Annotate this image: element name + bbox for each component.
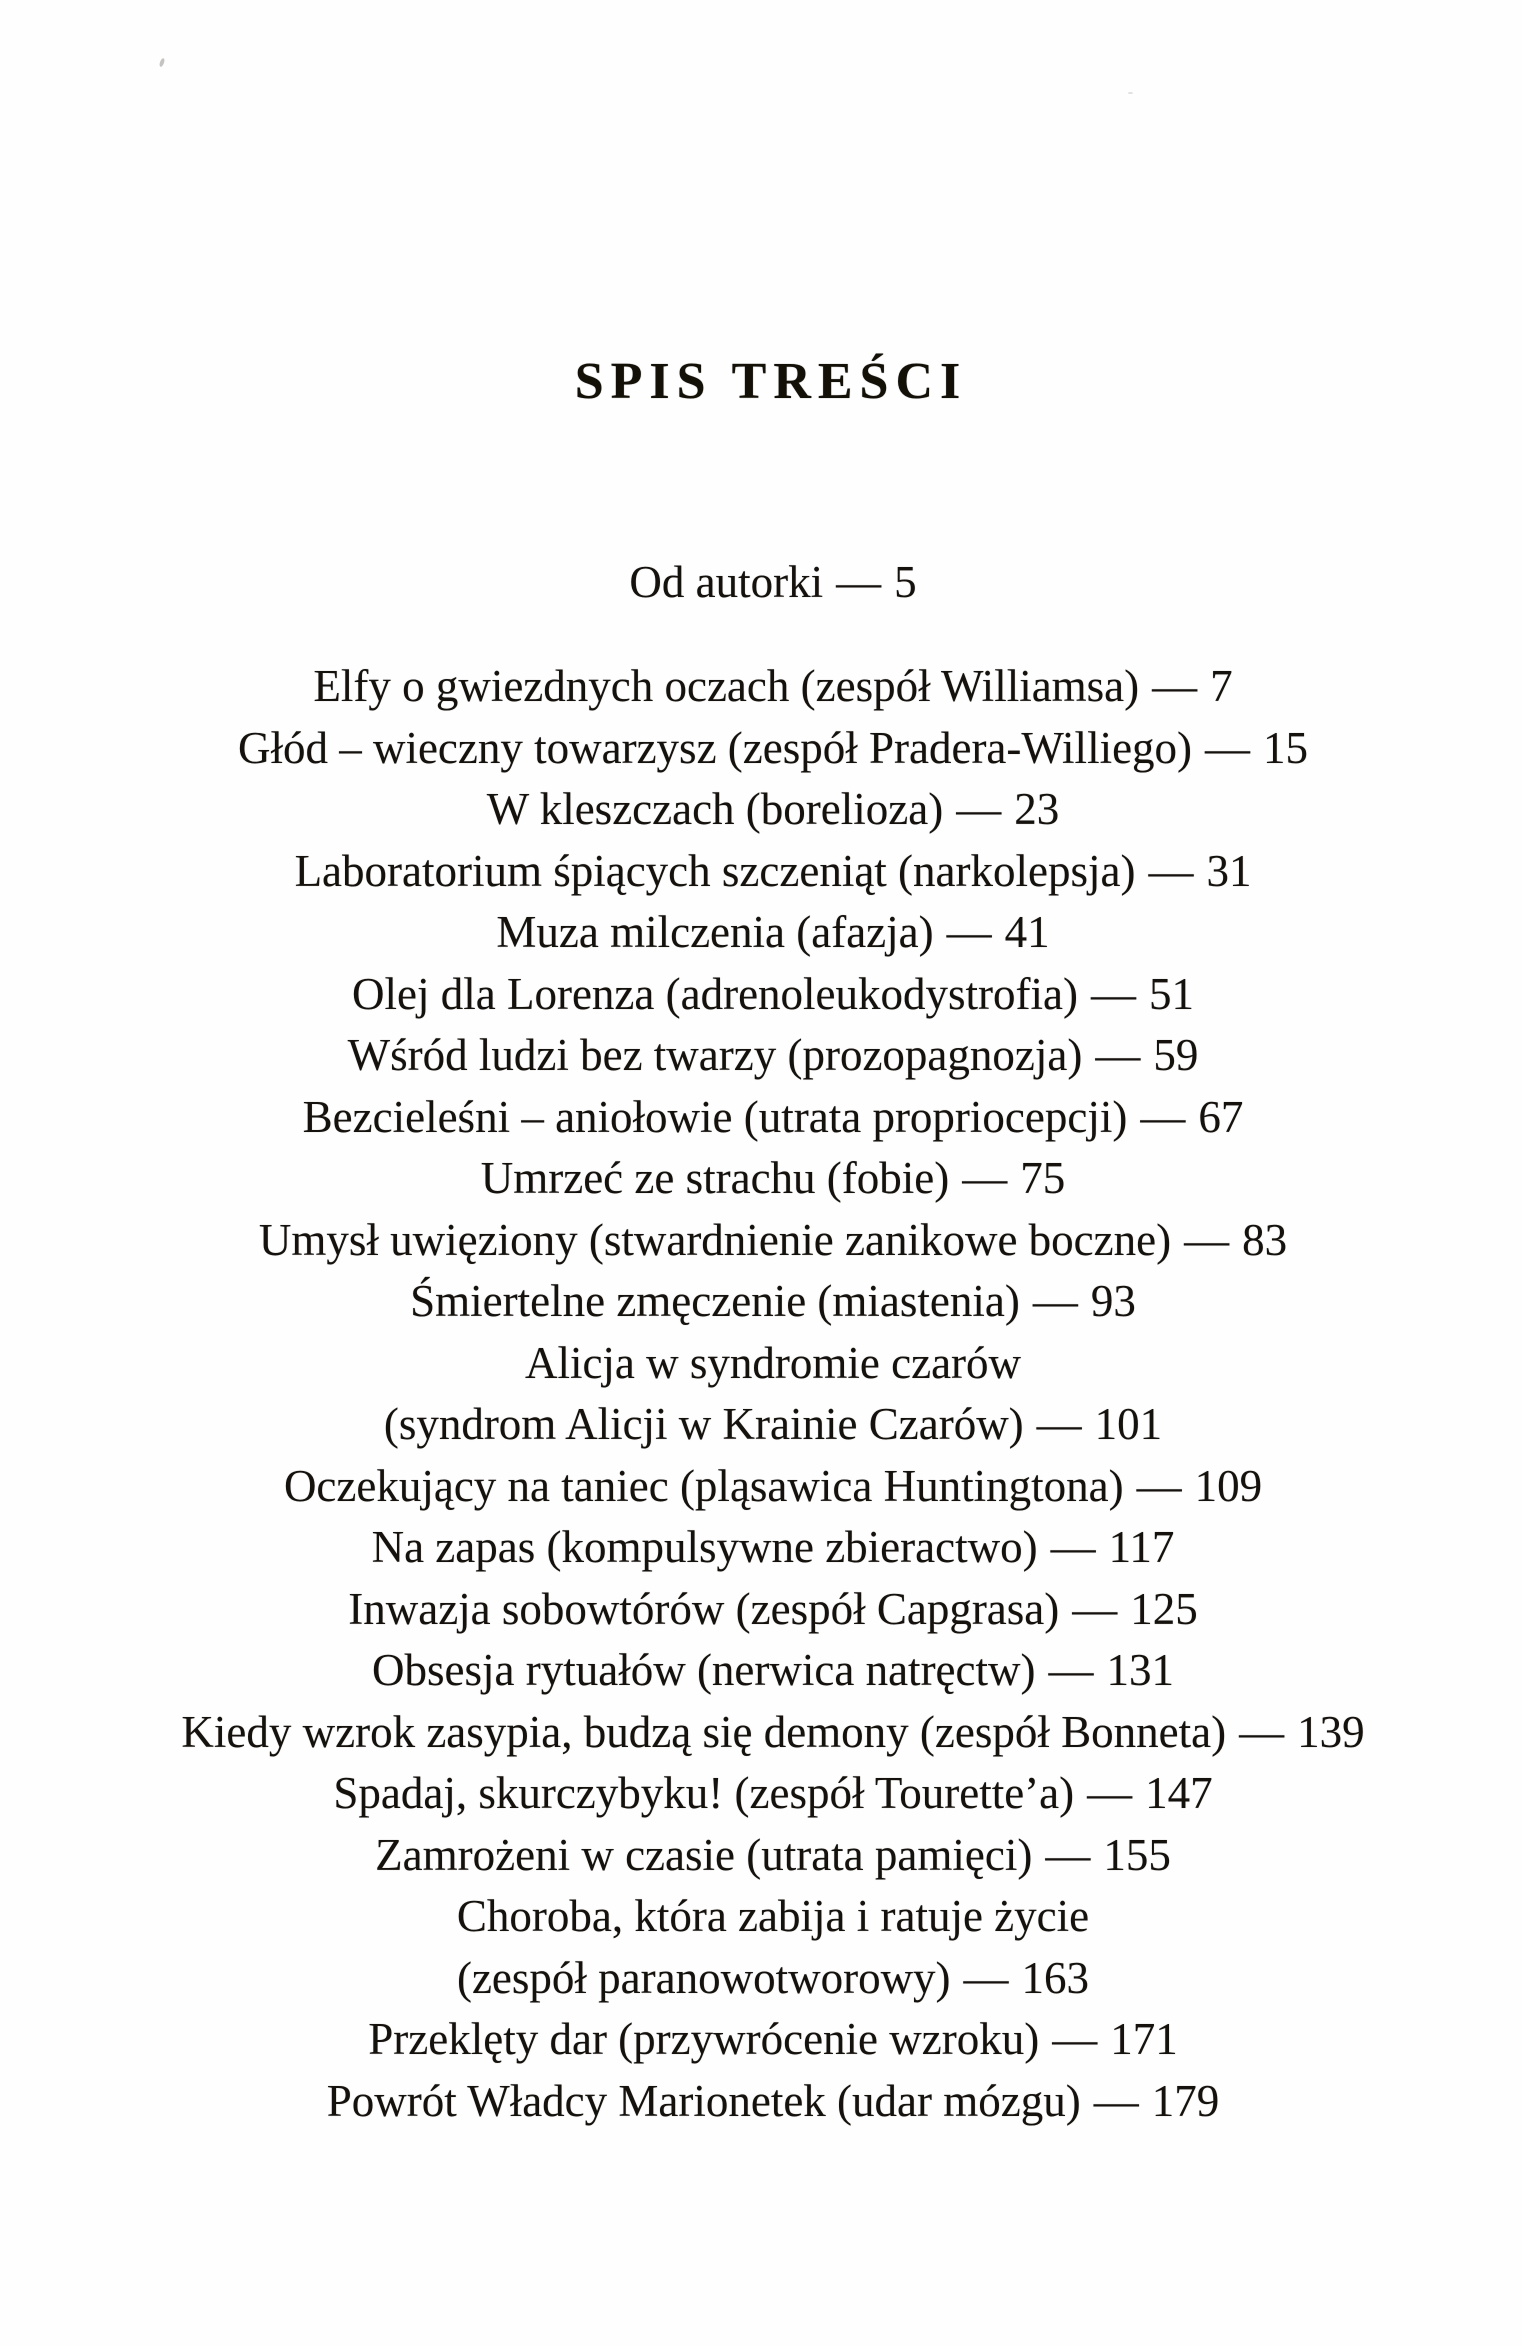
toc-entry-title: Na zapas (kompulsywne zbieractwo) (371, 1522, 1038, 1572)
toc-entry-title: Alicja w syndromie czarów (524, 1337, 1022, 1388)
toc-entry (12, 1025, 1522, 1087)
toc-entry-title: Obsesja rytuałów (nerwica natręctw) (372, 1645, 1036, 1695)
separator-dash: — (1072, 1583, 1118, 1634)
toc-entry-page-number: 67 (1198, 1091, 1244, 1142)
toc-entry (12, 1517, 1522, 1579)
toc-entry-page-number: 93 (1090, 1276, 1136, 1326)
separator-dash: — (1090, 968, 1136, 1019)
toc-entry-title: Elfy o gwiezdnych oczach (zespół Williamsa) (313, 661, 1140, 711)
separator-dash: — (946, 907, 992, 957)
preface-label: Od autorki (629, 557, 824, 607)
toc-entry-title: Laboratorium śpiących szczeniąt (narkolepsja) (294, 845, 1136, 896)
toc-entry-page-number: 131 (1106, 1645, 1174, 1695)
toc-entry-title: Wśród ludzi bez twarzy (prozopagnozja) (347, 1030, 1083, 1080)
separator-dash: — (1095, 1030, 1141, 1080)
toc-entry (12, 841, 1522, 903)
toc-entry-page-number: 51 (1148, 968, 1194, 1019)
separator-dash: — (1045, 1829, 1091, 1880)
separator-dash: — (1036, 1399, 1082, 1449)
toc-entry-page-number: 59 (1153, 1030, 1199, 1080)
toc-entry-title: Inwazja sobowtórów (zespół Capgrasa) (348, 1583, 1060, 1634)
separator-dash: — (1048, 1645, 1094, 1695)
separator-dash: — (1093, 2075, 1139, 2126)
toc-entry (12, 2071, 1522, 2133)
toc-entry-title: Oczekujący na taniec (pląsawica Huntingtona) (283, 1460, 1124, 1511)
toc-entry-page-number: 41 (1004, 907, 1050, 957)
toc-entry (12, 1825, 1522, 1887)
toc-entry (12, 718, 1522, 780)
toc-entry (12, 779, 1522, 841)
toc-entry (12, 1948, 1522, 2010)
separator-dash: — (1205, 722, 1251, 773)
separator-dash: — (963, 1952, 1009, 2003)
toc-entry (12, 1763, 1522, 1825)
separator-dash: — (836, 557, 882, 607)
toc-entry-page-number: 23 (1014, 784, 1060, 834)
preface-page-number: 5 (894, 557, 917, 607)
scan-speck (159, 58, 166, 68)
toc-entry (12, 1640, 1522, 1702)
toc-entry-page-number: 15 (1263, 722, 1309, 773)
toc-entry-title: Spadaj, skurczybyku! (zespół Tourette’a) (333, 1768, 1075, 1818)
toc-entry (12, 1148, 1522, 1210)
separator-dash: — (962, 1153, 1008, 1203)
toc-entry-title: Umysł uwięziony (stwardnienie zanikowe boczne) (258, 1214, 1172, 1265)
toc-entry-page-number: 171 (1110, 2014, 1178, 2064)
toc-entry-page-number: 155 (1103, 1829, 1171, 1880)
separator-dash: — (956, 784, 1002, 834)
toc-entry (12, 1210, 1522, 1272)
toc-entry-title: Śmiertelne zmęczenie (miastenia) (410, 1276, 1020, 1326)
toc-entry-title: Muza milczenia (afazja) (496, 907, 934, 957)
toc-entry-title: (zespół paranowotworowy) (456, 1952, 951, 2003)
toc-entry-page-number: 147 (1145, 1768, 1213, 1818)
toc-entry-title: Choroba, która zabija i ratuje życie (456, 1891, 1090, 1941)
toc-list (12, 656, 1522, 2132)
toc-entry (12, 1702, 1522, 1764)
toc-entry-title: Powrót Władcy Marionetek (udar mózgu) (326, 2075, 1081, 2126)
toc-entry-title: W kleszczach (borelioza) (486, 784, 944, 834)
toc-entry-page-number: 139 (1297, 1706, 1365, 1757)
toc-entry (12, 1333, 1522, 1395)
toc-entry-page-number: 109 (1194, 1460, 1263, 1511)
toc-entry-page-number: 31 (1206, 845, 1252, 896)
toc-entry-title: Bezcieleśni – aniołowie (utrata propriocepcji) (302, 1091, 1128, 1142)
toc-entry (12, 2009, 1522, 2071)
toc-entry-title: Przeklęty dar (przywrócenie wzroku) (368, 2014, 1040, 2064)
separator-dash: — (1087, 1768, 1133, 1818)
separator-dash: — (1152, 661, 1198, 711)
toc-entry (12, 1886, 1522, 1948)
separator-dash: — (1140, 1091, 1186, 1142)
toc-entry-title: Kiedy wzrok zasypia, budzą się demony (zespół Bonneta) (181, 1706, 1227, 1757)
scan-speck (1128, 92, 1133, 94)
separator-dash: — (1184, 1214, 1230, 1265)
separator-dash: — (1050, 1522, 1096, 1572)
toc-entry (12, 656, 1522, 718)
toc-entry-page-number: 101 (1094, 1399, 1163, 1449)
separator-dash: — (1052, 2014, 1098, 2064)
toc-entry (12, 964, 1522, 1026)
toc-entry-title: Umrzeć ze strachu (fobie) (480, 1153, 950, 1203)
separator-dash: — (1239, 1706, 1285, 1757)
toc-entry-page-number: 125 (1130, 1583, 1198, 1634)
toc-entry (12, 1456, 1522, 1518)
toc-entry-page-number: 75 (1020, 1153, 1066, 1203)
toc-entry-page-number: 7 (1210, 661, 1233, 711)
toc-entry-page-number: 179 (1151, 2075, 1220, 2126)
toc-entry (12, 1579, 1522, 1641)
toc-entry (12, 1271, 1522, 1333)
toc-entry-page-number: 117 (1108, 1522, 1175, 1572)
toc-entry-page-number: 83 (1242, 1214, 1288, 1265)
toc-entry-title: Głód – wieczny towarzysz (zespół Pradera-Williego) (237, 722, 1193, 773)
separator-dash: — (1148, 845, 1194, 896)
toc-entry-title: Olej dla Lorenza (adrenoleukodystrofia) (352, 968, 1078, 1019)
toc-entry (12, 902, 1522, 964)
page-title: SPIS TREŚCI (574, 353, 968, 410)
toc-entry (12, 1394, 1522, 1456)
toc-entry-title: (syndrom Alicji w Krainie Czarów) (383, 1399, 1024, 1449)
toc-entry-title: Zamrożeni w czasie (utrata pamięci) (375, 1829, 1033, 1880)
preface-line (12, 556, 1522, 608)
separator-dash: — (1032, 1276, 1078, 1326)
toc-entry-page-number: 163 (1021, 1952, 1090, 2003)
separator-dash: — (1136, 1460, 1182, 1511)
toc-entry (12, 1087, 1522, 1149)
